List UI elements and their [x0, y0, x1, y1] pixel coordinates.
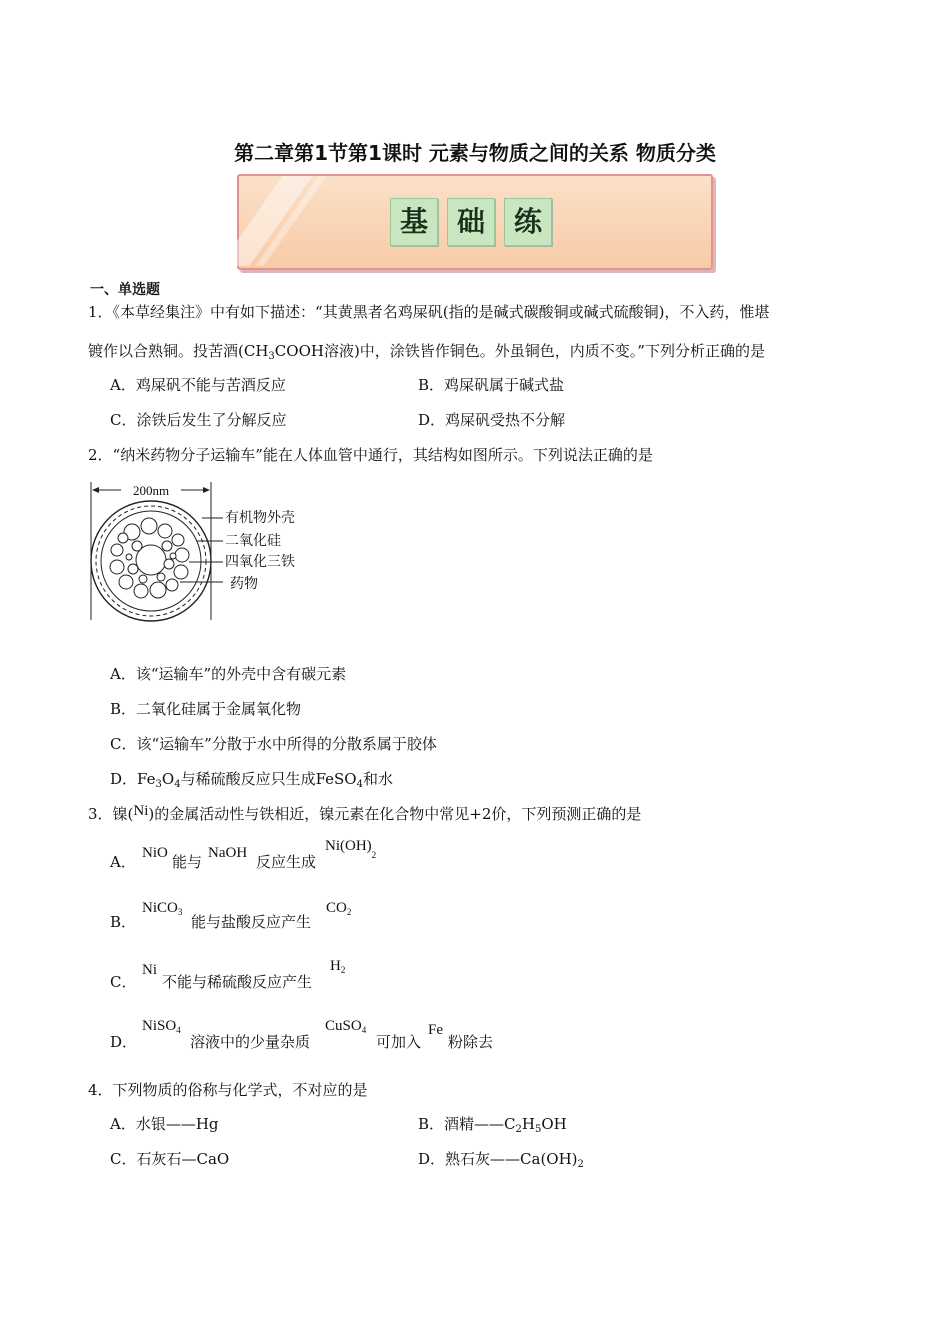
q2-option-c[interactable]: C．该“运输车”分散于水中所得的分散系属于胶体 — [110, 735, 437, 753]
q3d-sub2: 4 — [361, 1025, 367, 1035]
q2d-part1: D．Fe — [110, 770, 156, 788]
q3d-niso: NiSO — [142, 1018, 177, 1034]
banner-char-2: 础 — [447, 198, 495, 246]
q4-option-a[interactable]: A．水银——Hg — [110, 1115, 219, 1133]
q3-option-c-label[interactable]: C． — [110, 973, 137, 991]
banner-char-3: 练 — [504, 198, 552, 246]
page-title: 第二章第1节第1课时 元素与物质之间的关系 物质分类 — [234, 141, 716, 165]
q2d-sub3: 4 — [356, 779, 363, 790]
q4-option-c[interactable]: C．石灰石—CaO — [110, 1150, 230, 1168]
q4b-sub2: 5 — [534, 1124, 542, 1135]
label-organic-shell: 有机物外壳 — [225, 510, 295, 526]
q3a-text2: 反应生成 — [256, 853, 317, 871]
q3b-nico: NiCO — [142, 900, 178, 916]
q3b-sub1: 3 — [177, 907, 183, 917]
banner-char-1: 基 — [390, 198, 438, 246]
q3d-cuso: CuSO — [325, 1018, 362, 1034]
q3c-formula-ni: Ni — [142, 962, 157, 978]
q2d-part3: 与稀硫酸反应只生成FeSO — [180, 770, 357, 788]
q3b-co: CO — [326, 900, 347, 916]
q2d-part4: 和水 — [362, 770, 393, 788]
q3a-formula-nioh2 — [325, 838, 376, 860]
q3-stem-a: 3．镍( — [88, 805, 134, 823]
q4b-part2: H — [521, 1115, 535, 1133]
q2-option-a[interactable]: A．该“运输车”的外壳中含有碳元素 — [110, 665, 347, 683]
q4d-sub: 2 — [577, 1159, 584, 1170]
q2d-part2: O — [161, 770, 175, 788]
q2-option-d[interactable] — [110, 769, 393, 795]
q4b-part3: OH — [541, 1115, 567, 1133]
q3d-sub1: 4 — [176, 1025, 181, 1035]
q3-stem — [88, 804, 641, 825]
q2-stem: 2．“纳米药物分子运输车”能在人体血管中通行，其结构如图所示。下列说法正确的是 — [88, 446, 653, 464]
q4d-part1: D．熟石灰——Ca(OH) — [418, 1150, 578, 1168]
q3-stem-ni: Ni — [133, 803, 149, 819]
q3c-text: 不能与稀硫酸反应产生 — [162, 973, 313, 991]
section-heading: 一、单选题 — [90, 282, 160, 298]
q1-text-line1: 《本草经集注》中有如下描述：“其黄黑者名鸡屎矾(指的是碱式碳酸铜或碱式硫酸铜)，不入药，惟堪 — [112, 303, 770, 321]
q1-option-a[interactable]: A．鸡屎矾不能与苦酒反应 — [110, 376, 286, 394]
q1-line2 — [88, 341, 765, 367]
q4-option-d[interactable] — [418, 1149, 584, 1175]
basic-practice-banner — [237, 174, 713, 270]
q1-text-line2b: COOH溶液)中，涂铁皆作铜色。外虽铜色，内质不变。”下列分析正确的是 — [274, 342, 765, 360]
q3-option-a-label[interactable]: A． — [110, 853, 136, 871]
q1-number: 1． — [88, 303, 113, 321]
q4b-part1: B．酒精——C — [418, 1115, 516, 1133]
q3b-text: 能与盐酸反应产生 — [191, 913, 312, 931]
q1-option-d[interactable]: D．鸡屎矾受热不分解 — [418, 411, 566, 429]
q3d-text3: 粉除去 — [448, 1033, 494, 1051]
q3a-sub: 2 — [371, 850, 377, 860]
q2d-sub2: 4 — [174, 779, 181, 790]
q3-option-d-label[interactable]: D． — [110, 1033, 138, 1051]
q1-option-c[interactable]: C．涂铁后发生了分解反应 — [110, 411, 287, 429]
q3d-formula-niso4 — [142, 1018, 181, 1035]
q3a-formula-naoh: NaOH — [208, 845, 248, 861]
q1-sub: 3 — [268, 351, 275, 362]
q3c-sub: 2 — [340, 965, 346, 975]
label-iron-oxide: 四氧化三铁 — [225, 554, 295, 570]
q3d-formula-fe: Fe — [428, 1022, 443, 1038]
q1-text-line2a: 镀作以合熟铜。投苦酒(CH — [88, 342, 269, 360]
q3-option-b-label[interactable]: B． — [110, 913, 137, 931]
label-drug: 药物 — [230, 576, 258, 592]
q3c-formula-h2 — [330, 958, 345, 975]
q3b-formula-nico3 — [142, 900, 182, 917]
q3a-nioh: Ni(OH) — [325, 838, 372, 854]
q3a-text1: 能与 — [172, 853, 203, 871]
q2d-sub1: 3 — [155, 779, 162, 790]
q4-option-b[interactable] — [418, 1114, 567, 1140]
q3c-h: H — [330, 958, 341, 974]
nanocarrier-svg — [85, 478, 325, 624]
q3b-sub2: 2 — [346, 907, 352, 917]
q3a-formula-nio: NiO — [142, 845, 168, 861]
q3d-formula-cuso4 — [325, 1018, 366, 1035]
q3d-text2: 可加入 — [376, 1033, 422, 1051]
q4-stem: 4．下列物质的俗称与化学式，不对应的是 — [88, 1081, 368, 1099]
diagram-width-label: 200nm — [132, 483, 170, 498]
q1-option-b[interactable]: B．鸡屎矾属于碱式盐 — [418, 376, 565, 394]
q1-line1 — [88, 302, 769, 322]
q2-option-b[interactable]: B．二氧化硅属于金属氧化物 — [110, 700, 302, 718]
q3d-text1: 溶液中的少量杂质 — [190, 1033, 311, 1051]
q3b-formula-co2 — [326, 900, 351, 917]
nanocarrier-diagram — [85, 478, 325, 624]
q3-stem-b: )的金属活动性与铁相近，镍元素在化合物中常见+2价，下列预测正确的是 — [148, 805, 642, 823]
label-silica: 二氧化硅 — [225, 533, 281, 549]
q4b-sub1: 2 — [515, 1124, 522, 1135]
